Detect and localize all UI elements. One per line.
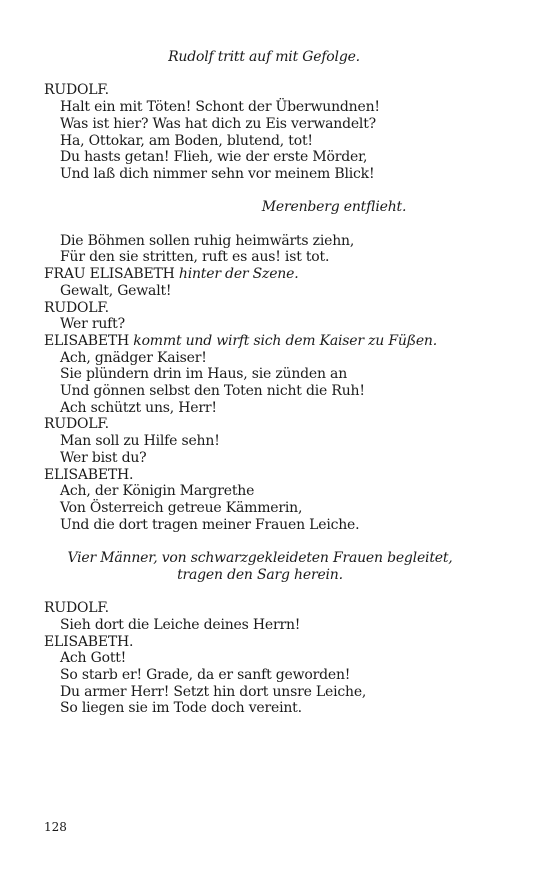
spacer <box>44 183 484 200</box>
verse-line: Was ist hier? Was hat dich zu Eis verwandelt? <box>60 115 376 132</box>
speaker-line <box>44 300 484 317</box>
verse-line: Halt ein mit Töten! Schont der Überwundnen! <box>60 99 380 116</box>
verse-line: Sieh dort die Leiche deines Herrn! <box>60 616 301 633</box>
verse-line: So starb er! Grade, da er sanft geworden! <box>60 666 351 683</box>
play-text <box>44 49 484 717</box>
verse-line: Von Österreich getreue Kämmerin, <box>60 499 303 516</box>
spacer <box>44 66 484 83</box>
stage-direction: Merenberg entflieht. <box>261 199 407 216</box>
speaker-name: RUDOLF. <box>44 416 109 433</box>
stage-direction: Rudolf tritt auf mit Gefolge. <box>168 49 360 65</box>
speaker-line <box>44 82 484 99</box>
speaker-direction: hinter der Szene. <box>178 266 299 283</box>
speaker-line <box>44 333 484 350</box>
verse-line: Du armer Herr! Setzt hin dort unsre Leiche, <box>60 683 367 700</box>
verse-line: So liegen sie im Tode doch vereint. <box>60 700 302 717</box>
verse-line: Gewalt, Gewalt! <box>60 282 172 299</box>
speaker-line <box>44 634 484 651</box>
verse-line: Ach, gnädger Kaiser! <box>60 349 207 366</box>
speaker-line <box>44 600 484 617</box>
speaker-direction: kommt und wirft sich dem Kaiser zu Füßen. <box>133 332 437 349</box>
speaker-name: ELISABETH. <box>44 466 134 483</box>
verse-line: Ach Gott! <box>60 650 127 667</box>
verse-line: Und gönnen selbst den Toten nicht die Ruh! <box>60 383 365 400</box>
verse-line: Ha, Ottokar, am Boden, blutend, tot! <box>60 132 313 149</box>
verse-line: Wer bist du? <box>60 449 147 466</box>
stage-direction: Vier Männer, von schwarzgekleideten Frauen begleitet, tragen den Sarg herein. <box>67 550 453 583</box>
speaker-name: ELISABETH <box>44 332 130 349</box>
speaker-line <box>44 467 484 484</box>
speaker-line <box>44 416 484 433</box>
verse-line: Und die dort tragen meiner Frauen Leiche. <box>60 516 360 533</box>
speaker-line <box>44 266 484 283</box>
verse-line: Ach, der Königin Margrethe <box>60 483 255 500</box>
verse-line: Man soll zu Hilfe sehn! <box>60 433 220 450</box>
speaker-name: RUDOLF. <box>44 299 109 316</box>
spacer <box>44 216 484 233</box>
verse-line: Und laß dich nimmer sehn vor meinem Blick! <box>60 165 375 182</box>
speaker-name: RUDOLF. <box>44 600 109 617</box>
speaker-name: ELISABETH. <box>44 633 134 650</box>
verse-line: Wer ruft? <box>60 316 125 333</box>
spacer <box>44 533 484 550</box>
speaker-name: RUDOLF. <box>44 82 109 99</box>
verse-line: Ach schützt uns, Herr! <box>60 399 217 416</box>
page-number: 128 <box>44 820 67 834</box>
verse-line: Du hasts getan! Flieh, wie der erste Mörder, <box>60 149 368 166</box>
speaker-name: FRAU ELISABETH <box>44 266 175 283</box>
verse-line: Die Böhmen sollen ruhig heimwärts ziehn, <box>60 232 355 249</box>
verse-line: Sie plündern drin im Haus, sie zünden an <box>60 366 348 383</box>
spacer <box>44 583 484 600</box>
verse-line: Für den sie stritten, ruft es aus! ist tot. <box>60 249 330 266</box>
